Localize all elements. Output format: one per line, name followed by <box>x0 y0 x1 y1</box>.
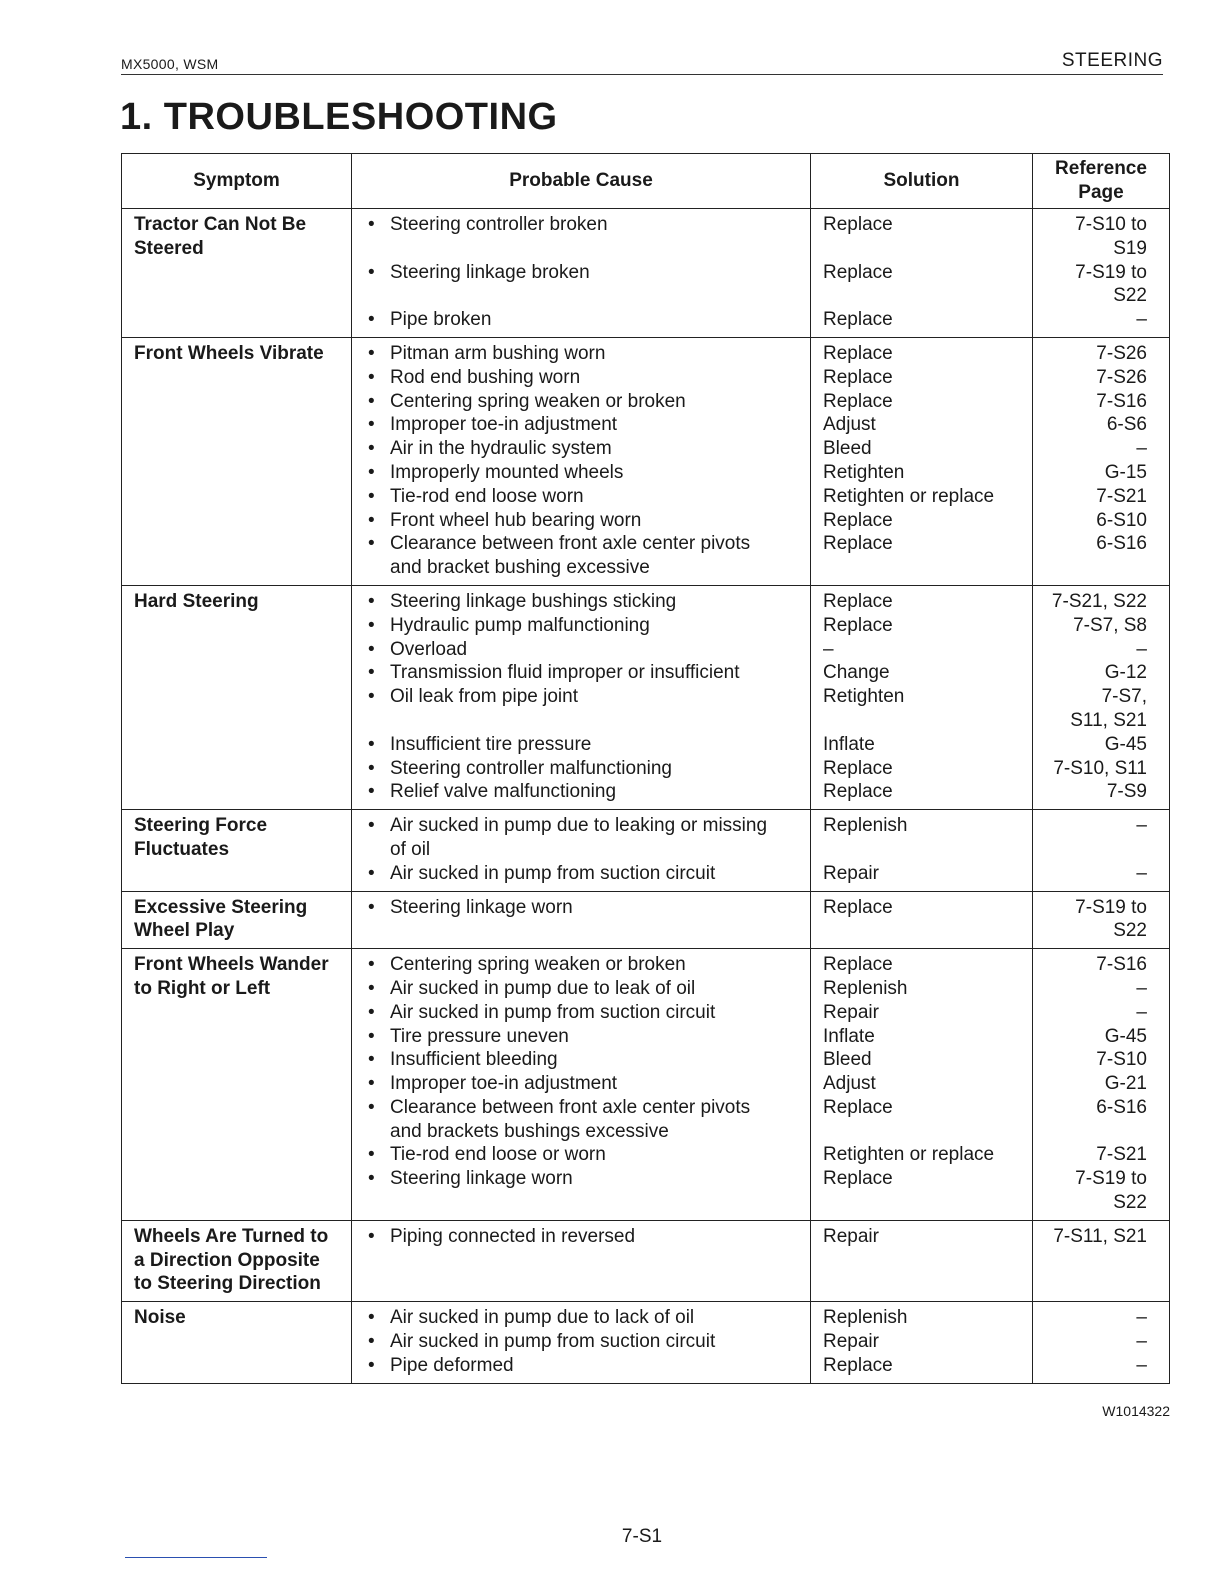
reference-text: 7-S7, <box>1101 686 1147 708</box>
solution-text: Inflate <box>823 1025 875 1047</box>
reference-text: 7-S19 to <box>1075 1168 1147 1190</box>
cause-text: Rod end bushing worn <box>390 366 581 388</box>
table-body <box>122 209 1170 1384</box>
reference-text: – <box>1136 1331 1147 1353</box>
solution-text: Replace <box>823 390 893 412</box>
reference-text: 7-S19 to <box>1075 261 1147 283</box>
reference-text: S22 <box>1113 1192 1147 1214</box>
cause-text: Overload <box>390 638 468 660</box>
reference-text: 7-S7, S8 <box>1073 614 1147 636</box>
reference-text: 6-S16 <box>1096 1096 1147 1118</box>
reference-cell <box>1033 1220 1170 1301</box>
cause-cell <box>352 337 811 585</box>
column-header-reference: Reference Page <box>1033 154 1170 209</box>
table-row <box>122 891 1170 949</box>
symptom-cell: Noise <box>122 1302 352 1383</box>
solution-cell <box>811 585 1033 809</box>
cause-item <box>364 638 800 662</box>
bullet-icon: • <box>368 614 375 636</box>
bullet-icon: • <box>368 414 375 436</box>
cause-text: Steering linkage broken <box>390 261 590 283</box>
cause-text: Air sucked in pump from suction circuit <box>390 862 716 884</box>
cause-item <box>364 780 800 804</box>
symptom-cell: Tractor Can Not Be Steered <box>122 209 352 338</box>
cause-item <box>364 590 800 614</box>
bullet-icon: • <box>368 590 375 612</box>
cause-text: Relief valve malfunctioning <box>390 781 617 803</box>
bullet-icon: • <box>368 686 375 708</box>
cause-text: Air sucked in pump due to lack of oil <box>390 1307 695 1329</box>
cause-text: Centering spring weaken or broken <box>390 954 686 976</box>
solution-text: Retighten <box>823 686 905 708</box>
solution-text: Repair <box>823 1001 879 1023</box>
cause-item <box>364 390 800 414</box>
bullet-icon: • <box>368 1307 375 1329</box>
cause-text: Steering linkage bushings sticking <box>390 590 677 612</box>
cause-text-continued: and brackets bushings excessive <box>390 1120 669 1142</box>
cause-text: Steering linkage worn <box>390 896 573 918</box>
reference-text: – <box>1136 1307 1147 1329</box>
bullet-icon: • <box>368 1073 375 1095</box>
solution-cell <box>811 1220 1033 1301</box>
cause-item <box>364 509 800 533</box>
cause-item <box>364 1072 800 1096</box>
solution-text: Replace <box>823 1096 893 1118</box>
bullet-icon: • <box>368 533 375 555</box>
table-header-row <box>122 154 1170 209</box>
reference-text: S22 <box>1113 920 1147 942</box>
cause-text: Air sucked in pump from suction circuit <box>390 1331 716 1353</box>
bullet-icon: • <box>368 261 375 283</box>
page-header <box>121 50 1163 75</box>
reference-text: – <box>1136 309 1147 331</box>
reference-text: S11, S21 <box>1070 709 1147 731</box>
bullet-icon: • <box>368 342 375 364</box>
solution-text: Replenish <box>823 1307 908 1329</box>
column-header-cause: Probable Cause <box>352 154 811 209</box>
cause-item <box>364 213 800 237</box>
solution-cell <box>811 891 1033 949</box>
cause-text: Improperly mounted wheels <box>390 461 624 483</box>
header-model: MX5000, WSM <box>121 56 219 72</box>
solution-text: Repair <box>823 862 879 884</box>
cause-text: Insufficient tire pressure <box>390 733 592 755</box>
reference-text: G-21 <box>1104 1073 1147 1095</box>
cause-item <box>364 1025 800 1049</box>
bullet-icon: • <box>368 638 375 660</box>
cause-item <box>364 896 800 920</box>
reference-cell <box>1033 810 1170 891</box>
symptom-cell: Front Wheels Vibrate <box>122 337 352 585</box>
reference-text: 7-S11, S21 <box>1053 1225 1147 1247</box>
reference-text: G-12 <box>1104 662 1147 684</box>
cause-text: Tie-rod end loose or worn <box>390 1144 606 1166</box>
page-number: 7-S1 <box>621 1526 663 1547</box>
bullet-icon: • <box>368 1354 375 1376</box>
reference-text: 6-S10 <box>1096 509 1147 531</box>
bullet-icon: • <box>368 1025 375 1047</box>
bullet-icon: • <box>368 509 375 531</box>
header-section: STEERING <box>1061 50 1163 71</box>
cause-text: Air sucked in pump due to leak of oil <box>390 977 696 999</box>
solution-text: Replace <box>823 954 893 976</box>
cause-item <box>364 685 800 709</box>
solution-text: Adjust <box>823 1073 876 1095</box>
cause-cell <box>352 1220 811 1301</box>
bullet-icon: • <box>368 366 375 388</box>
cause-text: Steering controller malfunctioning <box>390 757 672 779</box>
solution-cell <box>811 1302 1033 1383</box>
column-header-solution: Solution <box>811 154 1033 209</box>
reference-text: 7-S26 <box>1096 342 1147 364</box>
cause-text: Air sucked in pump due to leaking or missing <box>390 815 768 837</box>
symptom-cell: Excessive Steering Wheel Play <box>122 891 352 949</box>
reference-cell <box>1033 337 1170 585</box>
cause-item <box>364 342 800 366</box>
cause-item <box>364 1001 800 1025</box>
bullet-icon: • <box>368 862 375 884</box>
solution-text: Replace <box>823 781 893 803</box>
footer-rule <box>125 1557 267 1558</box>
cause-text: Tire pressure uneven <box>390 1025 569 1047</box>
cause-item <box>364 437 800 461</box>
reference-cell <box>1033 1302 1170 1383</box>
cause-text: Centering spring weaken or broken <box>390 390 686 412</box>
cause-item <box>364 1225 800 1249</box>
bullet-icon: • <box>368 954 375 976</box>
cause-cell <box>352 1302 811 1383</box>
reference-text: S22 <box>1113 285 1147 307</box>
reference-text: G-45 <box>1104 1025 1147 1047</box>
cause-item <box>364 1167 800 1191</box>
solution-text: Replace <box>823 1354 893 1376</box>
solution-cell <box>811 337 1033 585</box>
cause-item <box>364 1330 800 1354</box>
reference-cell <box>1033 891 1170 949</box>
cause-item <box>364 661 800 685</box>
solution-text: Replace <box>823 1168 893 1190</box>
symptom-cell: Steering Force Fluctuates <box>122 810 352 891</box>
reference-text: 7-S26 <box>1096 366 1147 388</box>
solution-text: Inflate <box>823 733 875 755</box>
solution-text: Replace <box>823 366 893 388</box>
bullet-icon: • <box>368 485 375 507</box>
reference-text: 7-S19 to <box>1075 896 1147 918</box>
reference-text: – <box>1136 1354 1147 1376</box>
troubleshooting-table <box>121 153 1170 1384</box>
table-row <box>122 810 1170 891</box>
cause-cell <box>352 810 811 891</box>
solution-text: Adjust <box>823 414 876 436</box>
solution-text: Retighten or replace <box>823 485 995 507</box>
bullet-icon: • <box>368 1001 375 1023</box>
bullet-icon: • <box>368 977 375 999</box>
bullet-icon: • <box>368 815 375 837</box>
cause-text-continued: and bracket bushing excessive <box>390 557 650 579</box>
document-code: W1014322 <box>1102 1403 1170 1419</box>
bullet-icon: • <box>368 214 375 235</box>
reference-text: – <box>1136 862 1147 884</box>
cause-item <box>364 614 800 638</box>
reference-text: – <box>1136 1001 1147 1023</box>
cause-text: Pipe broken <box>390 309 492 331</box>
cause-item <box>364 733 800 757</box>
bullet-icon: • <box>368 1096 375 1118</box>
solution-text: Replace <box>823 590 893 612</box>
bullet-icon: • <box>368 896 375 918</box>
solution-text: Replace <box>823 896 893 918</box>
reference-text: – <box>1136 638 1147 660</box>
table-row <box>122 585 1170 809</box>
table-row <box>122 949 1170 1221</box>
cause-text: Insufficient bleeding <box>390 1049 558 1071</box>
reference-text: S19 <box>1113 237 1147 259</box>
bullet-icon: • <box>368 390 375 412</box>
page-title: 1. TROUBLESHOOTING <box>120 96 558 138</box>
symptom-cell: Wheels Are Turned to a Direction Opposite to Steering Direction <box>122 1220 352 1301</box>
cause-item <box>364 413 800 437</box>
solution-text: Replace <box>823 261 893 283</box>
cause-item <box>364 261 800 285</box>
cause-cell <box>352 891 811 949</box>
reference-text: 7-S10, S11 <box>1053 757 1147 779</box>
solution-text: Change <box>823 662 890 684</box>
solution-text: Replace <box>823 309 893 331</box>
bullet-icon: • <box>368 757 375 779</box>
reference-text: G-45 <box>1104 733 1147 755</box>
cause-text: Air in the hydraulic system <box>390 438 612 460</box>
bullet-icon: • <box>368 309 375 331</box>
cause-item <box>364 366 800 390</box>
cause-item <box>364 1143 800 1167</box>
solution-text: Replace <box>823 533 893 555</box>
table-row <box>122 1220 1170 1301</box>
cause-text: Hydraulic pump malfunctioning <box>390 614 650 636</box>
solution-text: Replenish <box>823 977 908 999</box>
cause-text: Transmission fluid improper or insufficient <box>390 662 740 684</box>
cause-text: Improper toe-in adjustment <box>390 1073 618 1095</box>
cause-item <box>364 862 800 886</box>
cause-text: Steering linkage worn <box>390 1168 573 1190</box>
cause-item <box>364 485 800 509</box>
cause-item <box>364 1096 800 1120</box>
reference-text: – <box>1136 977 1147 999</box>
cause-item <box>364 308 800 332</box>
column-header-symptom: Symptom <box>122 154 352 209</box>
solution-cell <box>811 810 1033 891</box>
table-row <box>122 1302 1170 1383</box>
cause-text: Pipe deformed <box>390 1354 514 1376</box>
cause-text: Clearance between front axle center pivots <box>390 533 751 555</box>
reference-text: 7-S16 <box>1096 954 1147 976</box>
cause-text-continued: of oil <box>390 838 431 860</box>
solution-text: Bleed <box>823 1049 872 1071</box>
reference-text: 7-S9 <box>1106 781 1147 803</box>
cause-text: Tie-rod end loose worn <box>390 485 584 507</box>
cause-item <box>364 1354 800 1378</box>
bullet-icon: • <box>368 733 375 755</box>
cause-item <box>364 757 800 781</box>
bullet-icon: • <box>368 662 375 684</box>
cause-text: Steering controller broken <box>390 214 608 235</box>
cause-text: Air sucked in pump from suction circuit <box>390 1001 716 1023</box>
solution-cell <box>811 209 1033 338</box>
cause-text: Improper toe-in adjustment <box>390 414 618 436</box>
reference-cell <box>1033 585 1170 809</box>
cause-text: Clearance between front axle center pivots <box>390 1096 751 1118</box>
reference-text: 7-S16 <box>1096 390 1147 412</box>
symptom-cell: Hard Steering <box>122 585 352 809</box>
cause-cell <box>352 209 811 338</box>
cause-cell <box>352 585 811 809</box>
cause-text: Oil leak from pipe joint <box>390 686 578 708</box>
reference-text: 6-S6 <box>1106 414 1147 436</box>
cause-item <box>364 1306 800 1330</box>
reference-text: 7-S21, S22 <box>1051 590 1147 612</box>
bullet-icon: • <box>368 438 375 460</box>
cause-text: Front wheel hub bearing worn <box>390 509 642 531</box>
reference-text: 7-S10 <box>1096 1049 1147 1071</box>
solution-text: Replace <box>823 509 893 531</box>
reference-text: – <box>1136 815 1147 837</box>
bullet-icon: • <box>368 1168 375 1190</box>
solution-text: Repair <box>823 1225 879 1247</box>
cause-item <box>364 1048 800 1072</box>
bullet-icon: • <box>368 461 375 483</box>
bullet-icon: • <box>368 1225 375 1247</box>
solution-text: Replace <box>823 214 893 235</box>
cause-item <box>364 532 800 556</box>
solution-text: Replace <box>823 342 893 364</box>
reference-text: 7-S21 <box>1096 485 1147 507</box>
bullet-icon: • <box>368 1331 375 1353</box>
cause-cell <box>352 949 811 1221</box>
reference-cell <box>1033 209 1170 338</box>
solution-text: Retighten or replace <box>823 1144 995 1166</box>
bullet-icon: • <box>368 781 375 803</box>
reference-cell <box>1033 949 1170 1221</box>
reference-text: 6-S16 <box>1096 533 1147 555</box>
cause-item <box>364 814 800 838</box>
reference-text: G-15 <box>1104 461 1147 483</box>
solution-text: Bleed <box>823 438 872 460</box>
solution-text: Replenish <box>823 815 908 837</box>
bullet-icon: • <box>368 1144 375 1166</box>
cause-text: Piping connected in reversed <box>390 1225 636 1247</box>
cause-text: Pitman arm bushing worn <box>390 342 606 364</box>
solution-text: – <box>823 638 834 660</box>
cause-item <box>364 953 800 977</box>
symptom-cell: Front Wheels Wander to Right or Left <box>122 949 352 1221</box>
table-row <box>122 209 1170 338</box>
solution-text: Retighten <box>823 461 905 483</box>
bullet-icon: • <box>368 1049 375 1071</box>
reference-text: 7-S10 to <box>1075 214 1147 235</box>
table-row <box>122 337 1170 585</box>
solution-text: Repair <box>823 1331 879 1353</box>
solution-text: Replace <box>823 757 893 779</box>
reference-text: 7-S21 <box>1096 1144 1147 1166</box>
cause-item <box>364 461 800 485</box>
solution-text: Replace <box>823 614 893 636</box>
cause-item <box>364 977 800 1001</box>
reference-text: – <box>1136 438 1147 460</box>
solution-cell <box>811 949 1033 1221</box>
